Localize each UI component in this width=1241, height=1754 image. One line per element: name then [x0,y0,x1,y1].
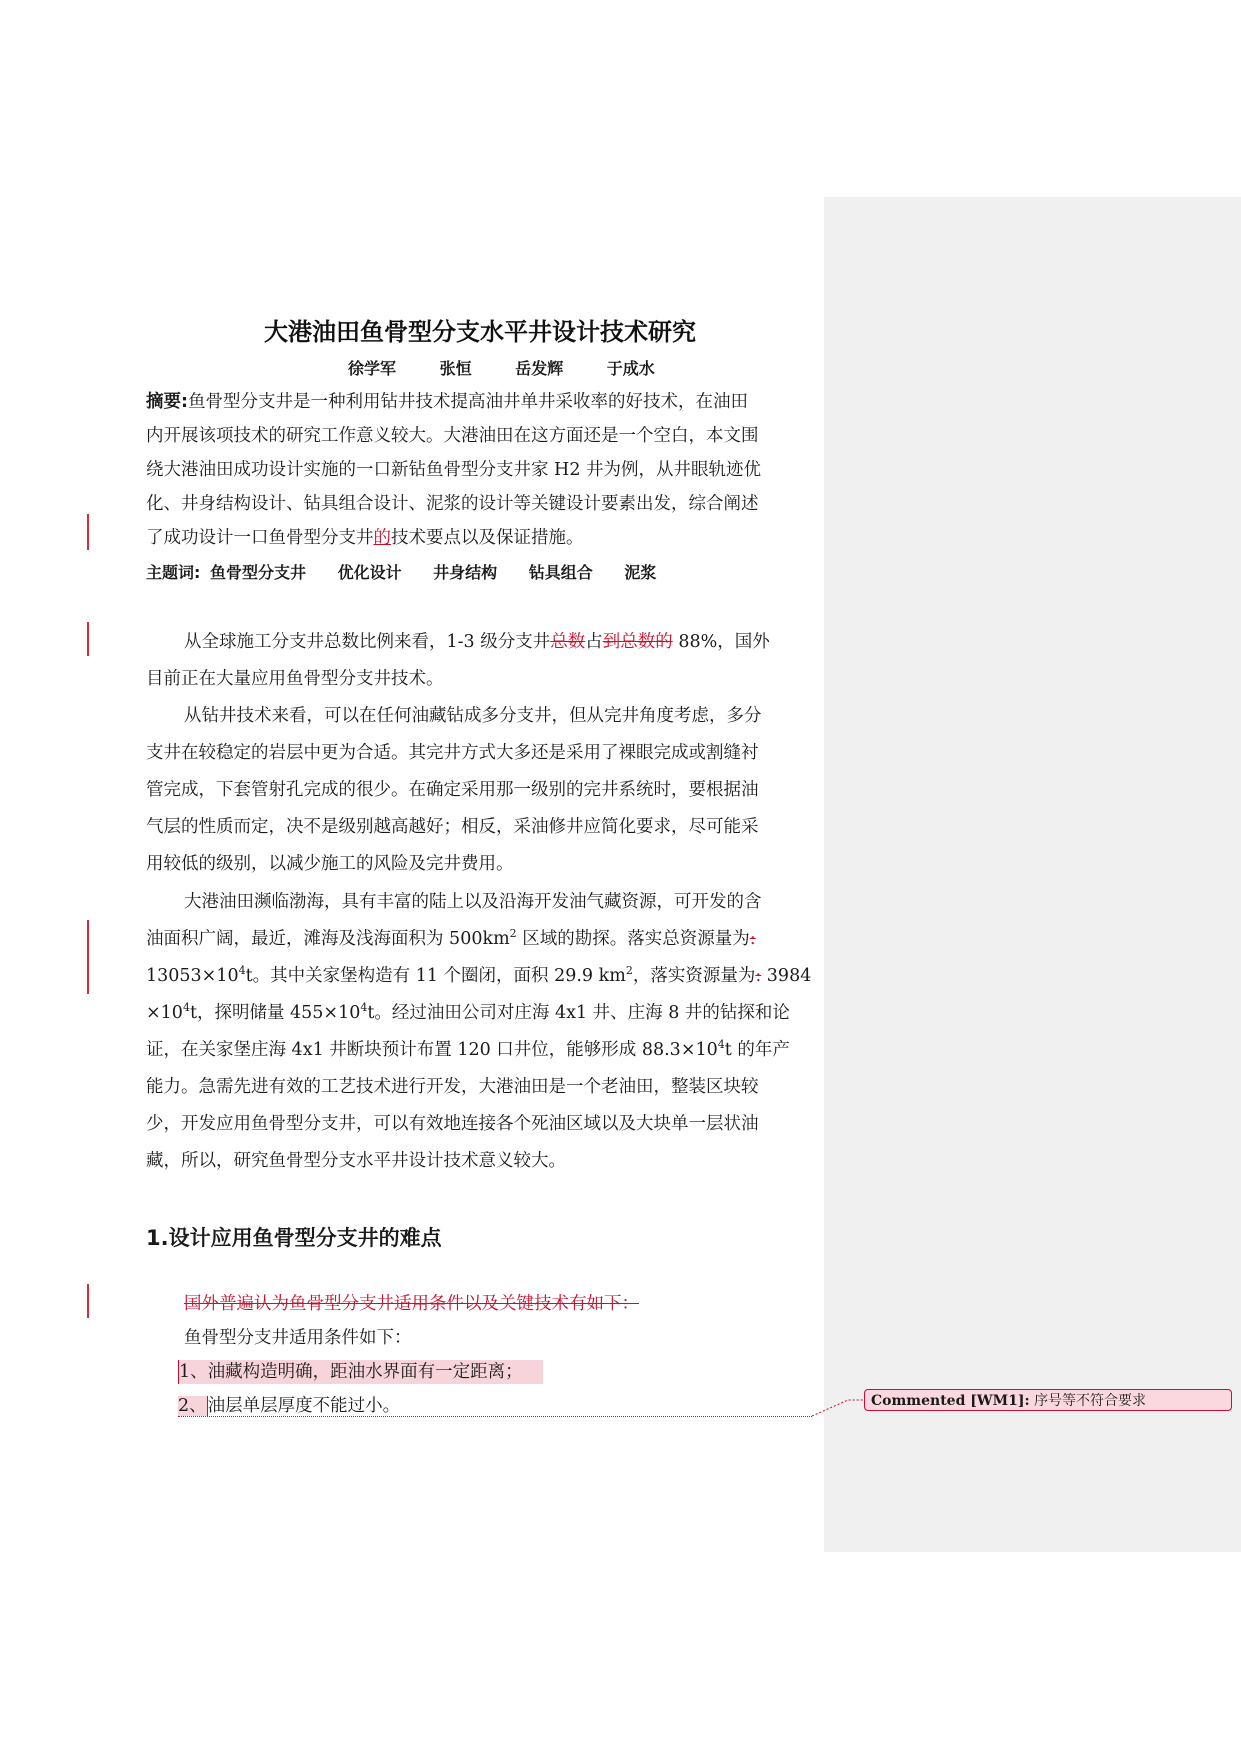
paragraph-line[interactable]: 能力。急需先进有效的工艺技术进行开发，大港油田是一个老油田，整装区块较 [146,1077,759,1097]
comment-anchor-line [178,1416,812,1417]
comment-connector [808,1398,868,1418]
author: 张恒 [439,359,472,378]
deleted-text: 国外普遍认为鱼骨型分支井适用条件以及关键技术有如下： [184,1294,639,1314]
paragraph-line[interactable]: 目前正在大量应用鱼骨型分支井技术。 [146,669,444,689]
comment-text: 序号等不符合要求 [1034,1393,1147,1409]
section-heading: 1.设计应用鱼骨型分支井的难点 [146,1226,442,1250]
keyword: 鱼骨型分支井 [209,563,306,582]
deleted-text: 到总数的 [602,632,673,652]
keyword: 井身结构 [433,563,498,582]
paragraph-line[interactable]: 藏，所以，研究鱼骨型分支水平井设计技术意义较大。 [146,1151,566,1171]
abstract-label: 摘要: [146,392,188,412]
keyword: 泥浆 [624,563,657,582]
change-bar [87,920,89,994]
list-item[interactable]: 2、油层单层厚度不能过小。 [178,1396,401,1416]
change-bar [87,514,89,550]
paragraph-line[interactable]: 气层的性质而定，决不是级别越高越好；相反，采油修井应简化要求，尽可能采 [146,817,759,837]
paragraph-line[interactable]: 从全球施工分支井总数比例来看，1-3 级分支井总数占到总数的 88%，国外 [184,632,770,652]
inserted-text: 的 [373,528,391,548]
author-list [348,356,693,379]
comment-label: Commented [WM1]: [871,1393,1030,1409]
author: 徐学军 [348,359,397,378]
deleted-line[interactable] [184,1290,854,1315]
paragraph-line[interactable]: 用较低的级别，以减少施工的风险及完井费用。 [146,854,514,874]
paragraph-line[interactable]: 大港油田濒临渤海，具有丰富的陆上以及沿海开发油气藏资源，可开发的含 [184,892,762,912]
comment-balloon[interactable] [864,1389,1232,1411]
author: 岳发辉 [515,359,564,378]
keyword: 优化设计 [337,563,402,582]
keyword: 钻具组合 [528,563,593,582]
change-bar [87,622,89,656]
paragraph-line[interactable]: 少，开发应用鱼骨型分支井，可以有效地连接各个死油区域以及大块单一层状油 [146,1114,759,1134]
deleted-text: : [755,966,762,986]
paragraph-line[interactable]: 管完成，下套管射孔完成的很少。在确定采用那一级别的完井系统时，要根据油 [146,780,759,800]
list-item[interactable]: 1、油藏构造明确，距油水界面有一定距离； [178,1358,543,1383]
paragraph-line[interactable]: $13053\times 10^4t$。其中关家堡构造有 11 个圈闭，面积 29.9 $km^2$，落实资源量为: 3984 [146,964,812,986]
paragraph-line[interactable]: 证，在关家堡庄海 4x1 井断块预计布置 120 口井位，能够形成 $88.3\times 10^4t$ 的年产 [146,1038,790,1060]
abstract-line[interactable]: 内开展该项技术的研究工作意义较大。大港油田在这方面还是一个空白，本文围 [146,426,759,446]
abstract-line[interactable]: 绕大港油田成功设计实施的一口新钻鱼骨型分支井家 H2 井为例，从井眼轨迹优 [146,460,762,480]
page-title: 大港油田鱼骨型分支水平井设计技术研究 [264,318,696,346]
abstract-line[interactable]: 化、井身结构设计、钻具组合设计、泥浆的设计等关键设计要素出发，综合阐述 [146,494,759,514]
paragraph-line[interactable]: 支井在较稳定的岩层中更为合适。其完井方式大多还是采用了裸眼完成或割缝衬 [146,743,759,763]
abstract-line[interactable]: 了成功设计一口鱼骨型分支井的技术要点以及保证措施。 [146,528,584,548]
paragraph-line[interactable]: 油面积广阔，最近，滩海及浅海面积为 $500km^2$ 区域的勘探。落实总资源量为: [146,927,756,949]
change-bar [87,1284,89,1318]
deleted-text: : [749,929,756,949]
abstract-line[interactable]: 摘要:鱼骨型分支井是一种利用钻井技术提高油井单井采收率的好技术，在油田 [146,392,748,412]
paragraph-line[interactable]: $\times 10^4t$，探明储量 $455\times 10^4t$。经过油田公司对庄海 4x1 井、庄海 8 井的钻探和论 [146,1001,790,1023]
deleted-text: 总数 [550,632,586,652]
paragraph-line[interactable]: 鱼骨型分支井适用条件如下： [184,1328,412,1348]
comment-pane [824,197,1241,1552]
keywords-label: 主题词: [146,563,201,582]
paragraph-line[interactable]: 从钻井技术来看，可以在任何油藏钻成多分支井，但从完井角度考虑，多分 [184,706,762,726]
author: 于成水 [606,359,655,378]
keywords [146,560,816,583]
